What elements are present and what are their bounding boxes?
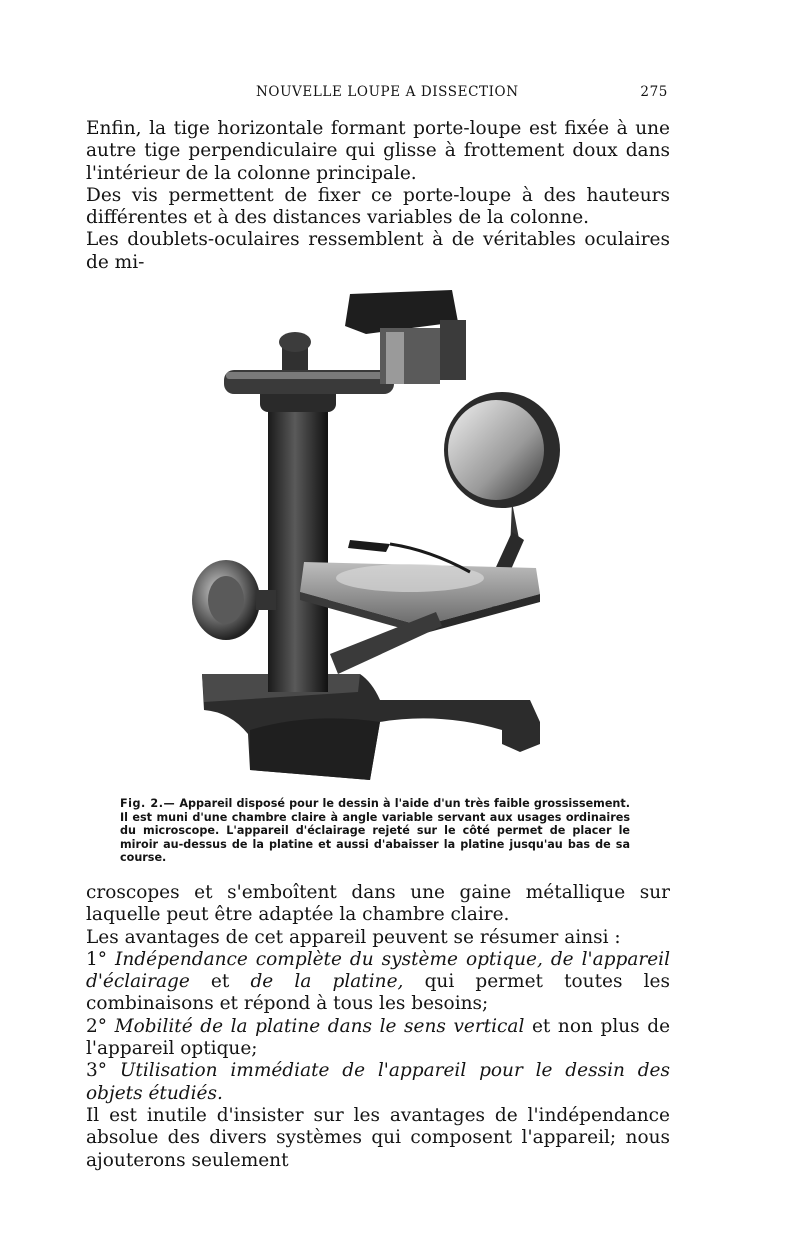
running-title: NOUVELLE LOUPE A DISSECTION	[256, 84, 519, 100]
figure-caption-text: Appareil disposé pour le dessin à l'aide d'un très faible grossissement. Il est muni d'une chambre claire à angle variable servant aux usages ordinaires du microscope. L'appareil d'éclairage rejeté sur le côté permet de placer le miroir au-dessus de la platine et aussi d'abaisser la platine jusqu'au bas de sa course.	[120, 797, 630, 865]
figure-label: Fig. 2.—	[120, 797, 176, 810]
list-text: qui permet toutes les combinaisons et répond à tous les besoins;	[86, 971, 670, 1015]
connector-word: et	[210, 971, 230, 993]
body-text-top	[86, 118, 670, 274]
list-item	[86, 1060, 670, 1105]
paragraph: Les doublets-oculaires ressemblent à de véritables oculaires de mi-	[86, 229, 670, 273]
paragraph: Il est inutile d'insister sur les avantages de l'indépendance absolue des divers systèmes qui composent l'appareil; nous ajouterons seulement	[86, 1104, 670, 1171]
list-item	[86, 1016, 670, 1061]
running-head	[86, 84, 668, 104]
paragraph: Des vis permettent de fixer ce porte-loupe à des hauteurs différentes et à des distances variables de la colonne.	[86, 184, 670, 229]
paragraph: croscopes et s'emboîtent dans une gaine métallique sur laquelle peut être adaptée la chambre claire.	[86, 882, 670, 926]
emphasis: Mobilité de la platine dans le sens vertical	[114, 1015, 525, 1037]
list-number: 3°	[86, 1060, 108, 1082]
list-number: 2°	[86, 1015, 108, 1037]
page-number: 275	[640, 84, 668, 100]
figure-caption	[120, 797, 630, 865]
emphasis: de la platine,	[250, 971, 404, 993]
microscope-illustration	[190, 282, 560, 792]
body-text-bottom	[86, 882, 670, 1172]
figure-microscope-photo	[190, 282, 560, 792]
emphasis: Indépendance complète du système optique, de l'appareil d'éclairage	[86, 948, 670, 993]
paragraph: Les avantages de cet appareil peuvent se résumer ainsi :	[86, 926, 621, 948]
list-text: et non plus de l'appareil optique;	[86, 1015, 671, 1060]
list-number: 1°	[86, 948, 108, 970]
list-item	[86, 949, 670, 1016]
paragraph: Enfin, la tige horizontale formant porte-loupe est fixée à une autre tige perpendiculaire qui glisse à frottement doux dans l'intérieur de la colonne principale.	[86, 118, 670, 184]
emphasis: Utilisation immédiate de l'appareil pour le dessin des objets étudiés.	[86, 1060, 670, 1104]
